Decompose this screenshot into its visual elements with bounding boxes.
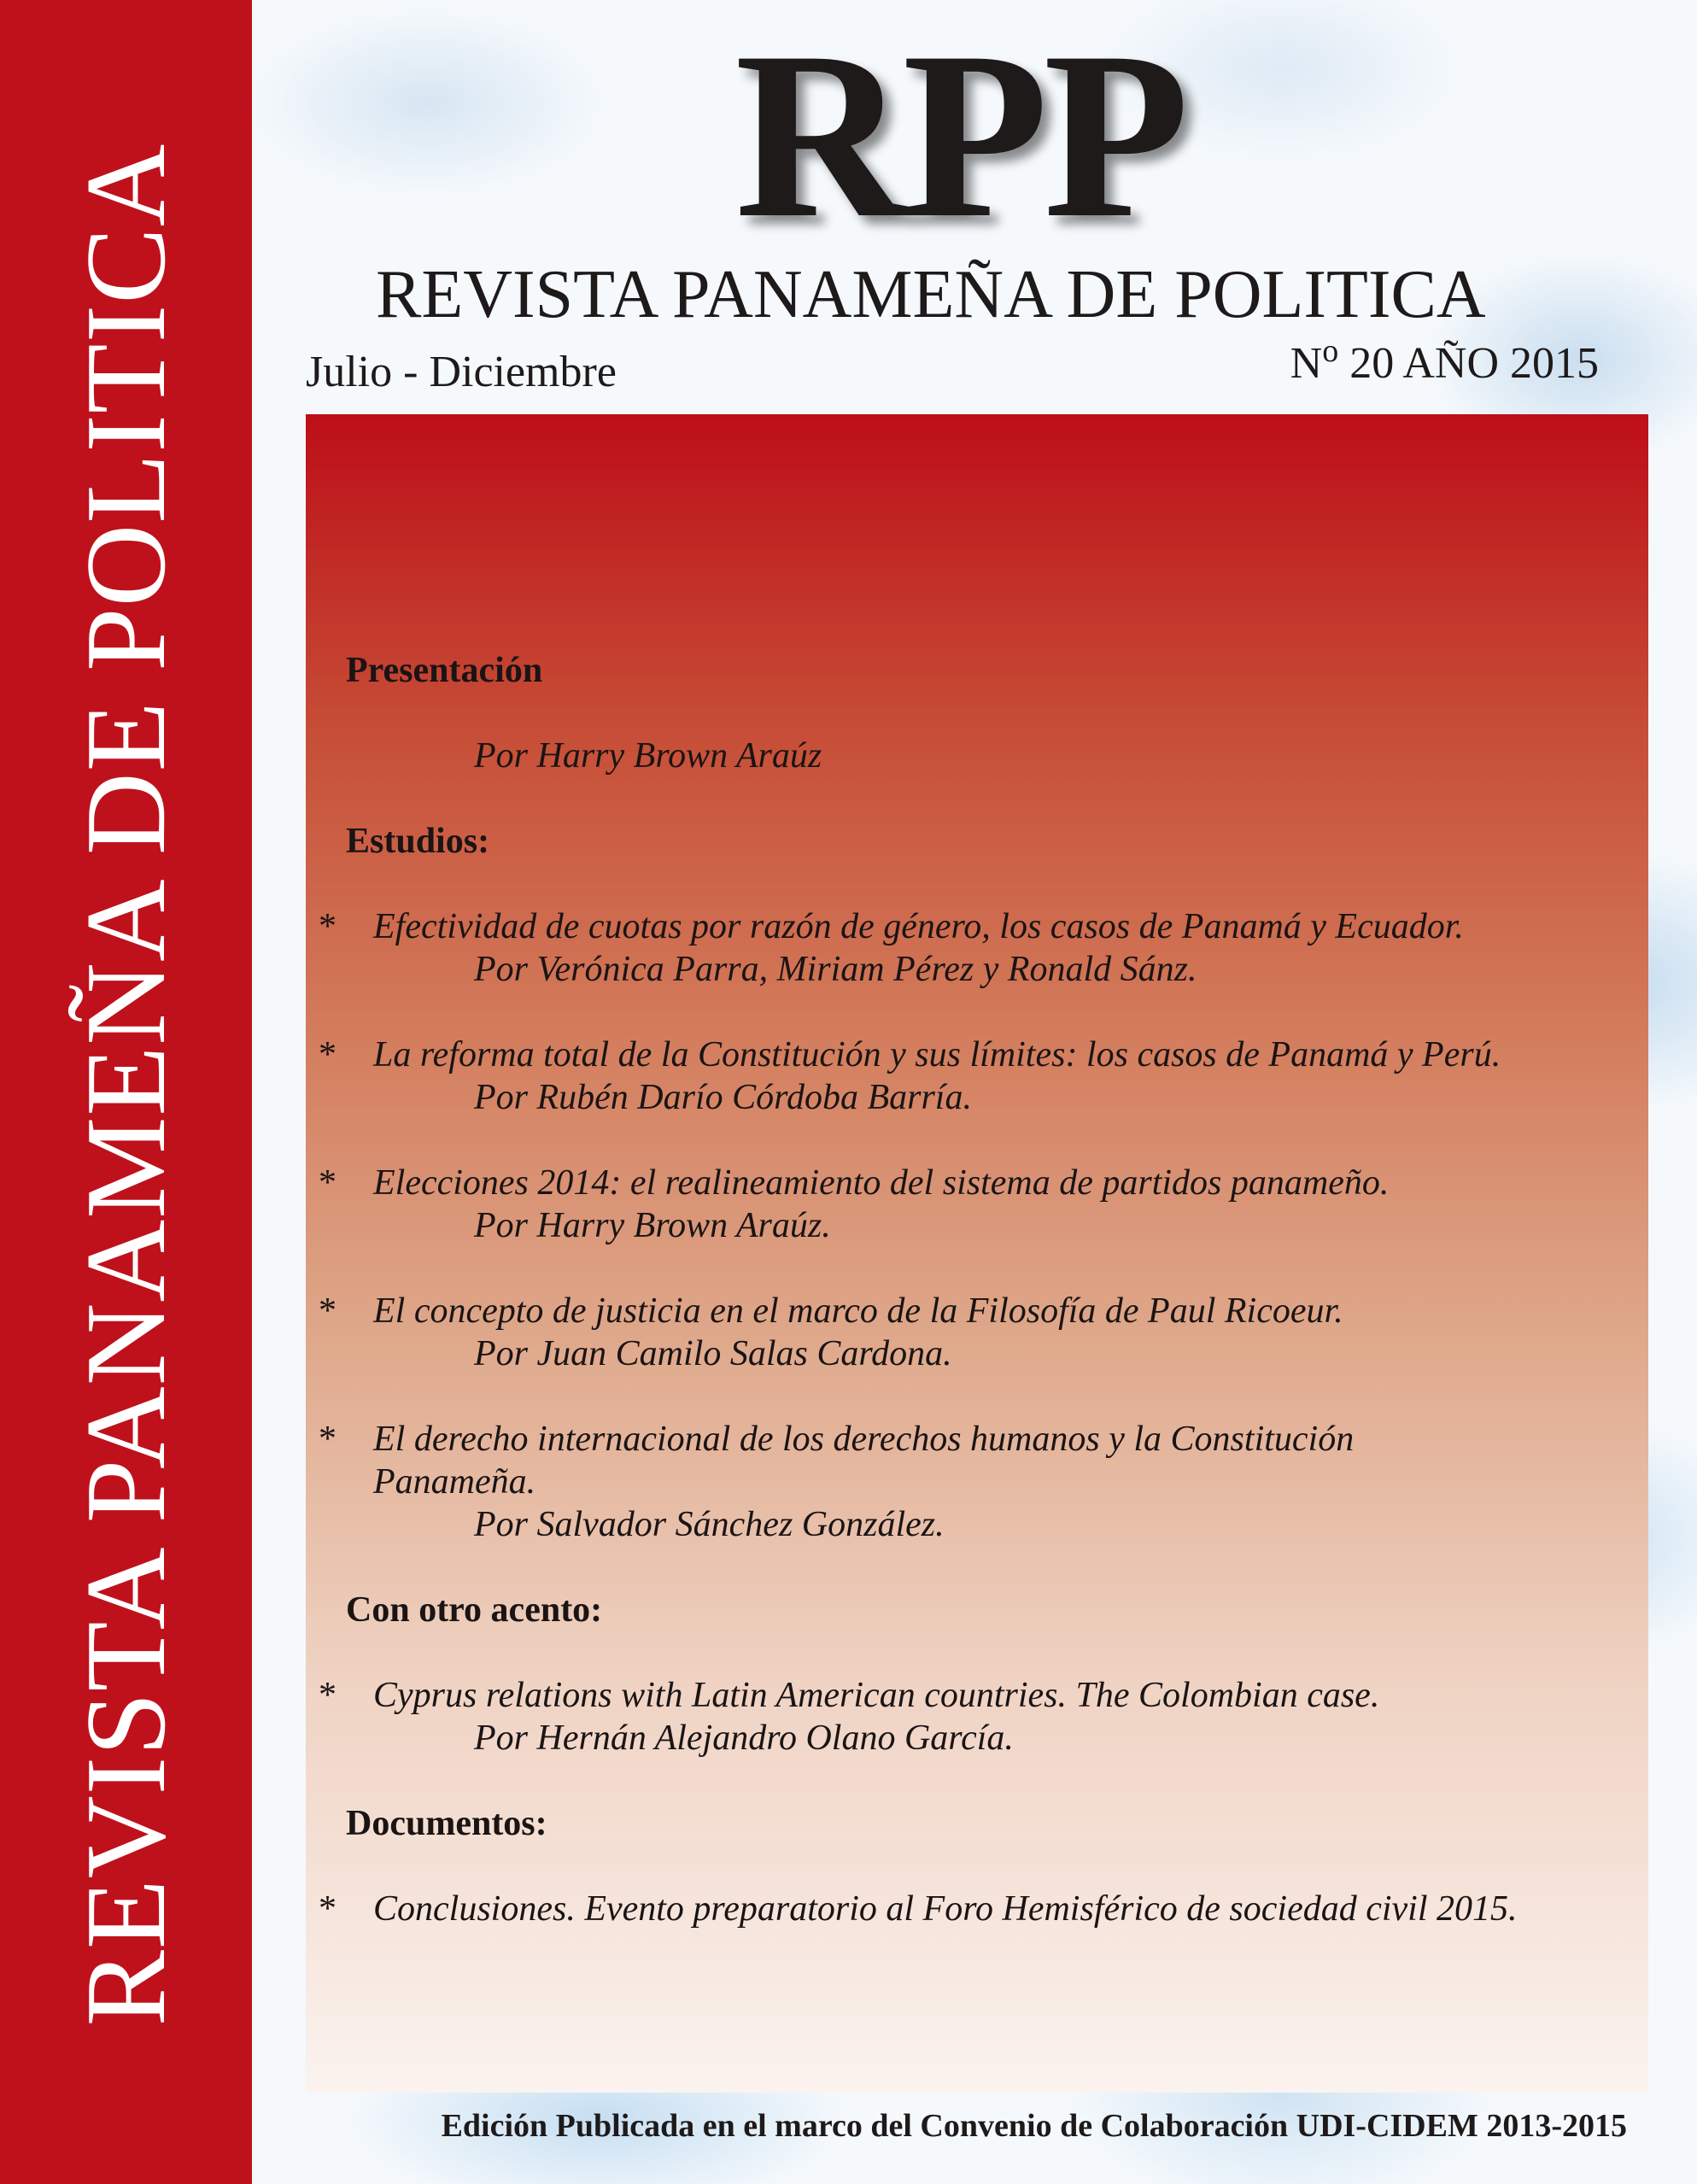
entry-title: Cyprus relations with Latin American countries. The Colombian case. bbox=[373, 1676, 1380, 1715]
entry-author: Por Rubén Darío Córdoba Barría. bbox=[474, 1078, 972, 1117]
entry-author: Por Hernán Alejandro Olano García. bbox=[474, 1719, 1014, 1758]
issue-period: Julio - Diciembre bbox=[306, 348, 617, 396]
table-of-contents bbox=[319, 649, 1644, 1930]
section-heading-otro-acento: Con otro acento: bbox=[346, 1590, 603, 1630]
entry-author: Por Verónica Parra, Miriam Pérez y Ronald Sánz. bbox=[474, 950, 1197, 989]
toc-entry: * El derecho internacional de los derechos humanos y la Constitución Panameña. Por Salvador Sánchez González. bbox=[346, 1418, 1490, 1546]
toc-entry: * Efectividad de cuotas por razón de género, los casos de Panamá y Ecuador. Por Verónica Parra, Miriam Pérez y Ronald Sánz. bbox=[346, 905, 1644, 991]
entry-title: La reforma total de la Constitución y sus límites: los casos de Panamá y Perú. bbox=[373, 1035, 1501, 1074]
journal-logo: RPP bbox=[734, 2, 1185, 267]
toc-entry: * Elecciones 2014: el realineamiento del sistema de partidos panameño. Por Harry Brown Araúz. bbox=[346, 1162, 1644, 1247]
toc-entry: * Cyprus relations with Latin American countries. The Colombian case. Por Hernán Alejandro Olano García. bbox=[346, 1674, 1644, 1759]
spine-band bbox=[0, 0, 252, 2184]
toc-entry: * Conclusiones. Evento preparatorio al Foro Hemisférico de sociedad civil 2015. bbox=[319, 1889, 1518, 1929]
entry-author: Por Juan Camilo Salas Cardona. bbox=[474, 1334, 952, 1373]
toc-entry: * El concepto de justicia en el marco de la Filosofía de Paul Ricoeur. Por Juan Camilo Salas Cardona. bbox=[346, 1290, 1644, 1375]
section-heading-documentos: Documentos: bbox=[346, 1804, 547, 1843]
issue-rest: 20 AÑO 2015 bbox=[1338, 339, 1599, 388]
toc-entry: * La reforma total de la Constitución y sus límites: los casos de Panamá y Perú. Por Rubén Darío Córdoba Barría. bbox=[346, 1033, 1644, 1119]
edition-footer: Edición Publicada en el marco del Convenio de Colaboración UDI-CIDEM 2013-2015 bbox=[441, 2108, 1627, 2144]
presentacion-author: Por Harry Brown Araúz bbox=[474, 736, 822, 776]
issue-ordinal: o bbox=[1322, 333, 1339, 369]
issue-prefix: N bbox=[1290, 339, 1323, 388]
spine-title: REVISTA PANAMEÑA DE POLITICA bbox=[62, 143, 189, 2027]
entry-title: El derecho internacional de los derechos humanos y la Constitución Panameña. bbox=[373, 1420, 1355, 1502]
issue-number bbox=[1290, 333, 1599, 388]
entry-author: Por Salvador Sánchez González. bbox=[474, 1505, 945, 1544]
journal-subtitle: REVISTA PANAMEÑA DE POLITICA bbox=[376, 257, 1486, 332]
entry-author: Por Harry Brown Araúz. bbox=[474, 1206, 831, 1245]
entry-title: Efectividad de cuotas por razón de género, los casos de Panamá y Ecuador. bbox=[373, 907, 1464, 946]
section-heading-presentacion: Presentación bbox=[346, 651, 543, 690]
entry-title: Elecciones 2014: el realineamiento del sistema de partidos panameño. bbox=[373, 1163, 1390, 1203]
entry-title: Conclusiones. Evento preparatorio al Foro Hemisférico de sociedad civil 2015. bbox=[373, 1889, 1518, 1929]
entry-title: El concepto de justicia en el marco de la Filosofía de Paul Ricoeur. bbox=[373, 1291, 1343, 1331]
section-heading-estudios: Estudios: bbox=[346, 822, 490, 861]
